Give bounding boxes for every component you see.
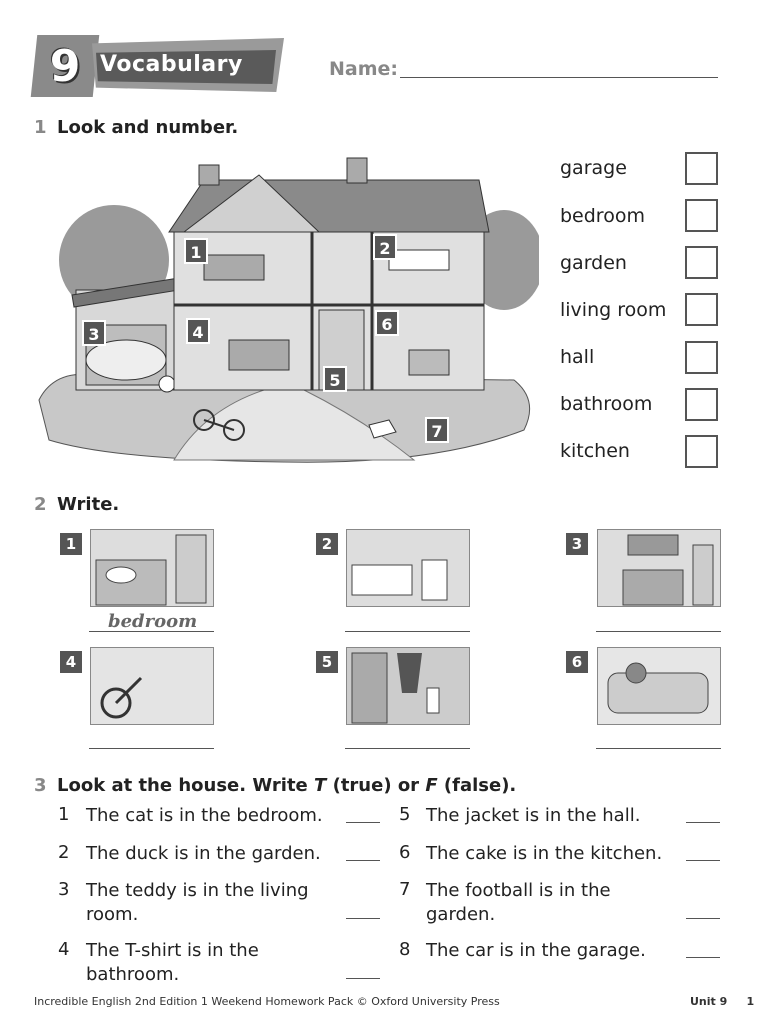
- thumb-bathroom: [346, 529, 470, 607]
- thumb-bedroom: [90, 529, 214, 607]
- word-kitchen: kitchen: [560, 440, 630, 462]
- sentence-number-7: 7: [399, 879, 411, 900]
- answer-box-hall[interactable]: [685, 341, 718, 374]
- write-line-1[interactable]: [89, 631, 214, 632]
- exercise-3-instruction: Look at the house. Write T (true) or F (false).: [57, 775, 517, 796]
- sentence-1: The cat is in the bedroom.: [86, 805, 323, 826]
- sentence-number-4: 4: [58, 939, 70, 960]
- sentence-2: The duck is in the garden.: [86, 843, 321, 864]
- sentence-number-5: 5: [399, 804, 411, 825]
- sentence-number-8: 8: [399, 939, 411, 960]
- write-item-number-4: 4: [60, 651, 82, 673]
- picture-label-6: 6: [375, 310, 399, 336]
- name-field[interactable]: [400, 77, 718, 78]
- exercise-1-number: 1: [34, 117, 47, 138]
- sentence-5: The jacket is in the hall.: [426, 805, 641, 826]
- write-item-number-6: 6: [566, 651, 588, 673]
- answer-box-living-room[interactable]: [685, 293, 718, 326]
- answer-line-3[interactable]: [346, 918, 380, 919]
- answer-line-8[interactable]: [686, 957, 720, 958]
- picture-label-3: 3: [82, 320, 106, 346]
- picture-label-7: 7: [425, 417, 449, 443]
- answer-box-kitchen[interactable]: [685, 435, 718, 468]
- word-bathroom: bathroom: [560, 393, 653, 415]
- word-garden: garden: [560, 252, 627, 274]
- answer-box-garden[interactable]: [685, 246, 718, 279]
- answer-line-6[interactable]: [686, 860, 720, 861]
- answer-line-5[interactable]: [686, 822, 720, 823]
- house-illustration: [34, 150, 539, 468]
- thumb-hall: [346, 647, 470, 725]
- footer-credit: Incredible English 2nd Edition 1 Weekend Homework Pack © Oxford University Press: [34, 995, 500, 1008]
- write-line-5[interactable]: [345, 748, 470, 749]
- exercise-2-instruction: Write.: [57, 494, 120, 515]
- word-hall: hall: [560, 346, 595, 368]
- write-item-number-2: 2: [316, 533, 338, 555]
- answer-box-garage[interactable]: [685, 152, 718, 185]
- answer-line-7[interactable]: [686, 918, 720, 919]
- exercise-2-number: 2: [34, 494, 47, 515]
- thumb-garden: [90, 647, 214, 725]
- picture-label-4: 4: [186, 318, 210, 344]
- picture-label-1: 1: [184, 238, 208, 264]
- write-item-number-3: 3: [566, 533, 588, 555]
- exercise-3-number: 3: [34, 775, 47, 796]
- word-garage: garage: [560, 157, 627, 179]
- write-line-4[interactable]: [89, 748, 214, 749]
- answer-box-bedroom[interactable]: [685, 199, 718, 232]
- thumb-living-room: [597, 647, 721, 725]
- name-label: Name:: [329, 58, 399, 80]
- write-line-3[interactable]: [596, 631, 721, 632]
- write-item-number-5: 5: [316, 651, 338, 673]
- answer-line-2[interactable]: [346, 860, 380, 861]
- sentence-number-3: 3: [58, 879, 70, 900]
- answer-line-4[interactable]: [346, 978, 380, 979]
- page-title: Vocabulary: [100, 52, 243, 77]
- sentence-4: The T-shirt is in the bathroom.: [86, 940, 259, 985]
- sentence-7: The football is in the garden.: [426, 880, 611, 925]
- sentence-6: The cake is in the kitchen.: [426, 843, 663, 864]
- footer-page-info: Unit 9 1: [690, 995, 755, 1008]
- sentence-8: The car is in the garage.: [426, 940, 646, 961]
- write-line-6[interactable]: [596, 748, 721, 749]
- unit-number: 9: [49, 41, 81, 92]
- word-bedroom: bedroom: [560, 205, 645, 227]
- write-item-number-1: 1: [60, 533, 82, 555]
- thumb-kitchen: [597, 529, 721, 607]
- sentence-3: The teddy is in the living room.: [86, 880, 309, 925]
- sentence-number-2: 2: [58, 842, 70, 863]
- word-living-room: living room: [560, 299, 667, 321]
- sentence-number-6: 6: [399, 842, 411, 863]
- exercise-1-instruction: Look and number.: [57, 117, 239, 138]
- write-answer-1[interactable]: bedroom: [108, 611, 198, 632]
- answer-box-bathroom[interactable]: [685, 388, 718, 421]
- picture-label-2: 2: [373, 234, 397, 260]
- write-line-2[interactable]: [345, 631, 470, 632]
- sentence-number-1: 1: [58, 804, 70, 825]
- answer-line-1[interactable]: [346, 822, 380, 823]
- picture-label-5: 5: [323, 366, 347, 392]
